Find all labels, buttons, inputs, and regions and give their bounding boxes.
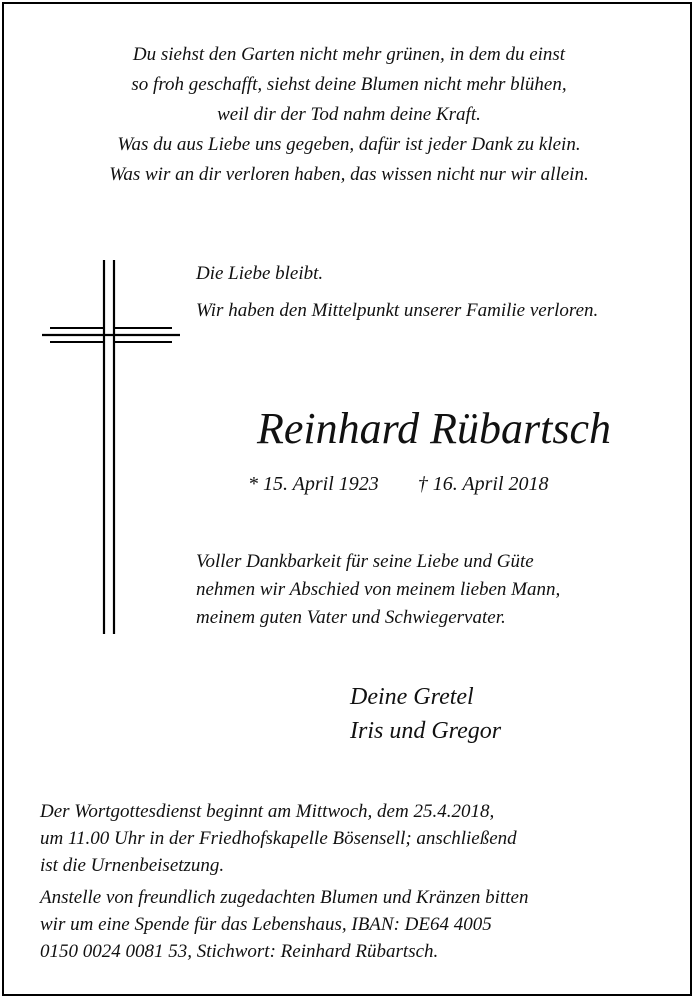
life-dates <box>248 470 549 498</box>
poem-line: weil dir der Tod nahm deine Kraft. <box>217 104 481 125</box>
service-line: ist die Urnenbeisetzung. <box>40 855 225 876</box>
service-line: um 11.00 Uhr in der Friedhofskapelle Bösensell; anschließend <box>40 828 517 849</box>
signatory-line: Deine Gretel <box>350 684 474 710</box>
service-info <box>40 798 664 879</box>
obituary-notice <box>2 2 692 996</box>
signatories <box>350 680 501 748</box>
service-line: Der Wortgottesdienst beginnt am Mittwoch, dem 25.4.2018, <box>40 801 495 822</box>
donation-info <box>40 884 664 965</box>
farewell-text <box>196 548 666 632</box>
poem-line: Was du aus Liebe uns gegeben, dafür ist jeder Dank zu klein. <box>117 134 581 155</box>
intro-line: Die Liebe bleibt. <box>196 263 324 284</box>
farewell-line: meinem guten Vater und Schwiegervater. <box>196 607 506 628</box>
donation-line: Anstelle von freundlich zugedachten Blumen und Kränzen bitten <box>40 887 529 908</box>
cross-icon <box>40 260 182 634</box>
donation-line: 0150 0024 0081 53, Stichwort: Reinhard Rübartsch. <box>40 941 439 962</box>
poem-line: Du siehst den Garten nicht mehr grünen, in dem du einst <box>132 44 566 65</box>
poem-line: Was wir an dir verloren haben, das wissen nicht nur wir allein. <box>109 164 589 185</box>
farewell-line: Voller Dankbarkeit für seine Liebe und Güte <box>196 551 534 572</box>
intro-text <box>196 260 666 324</box>
donation-line: wir um eine Spende für das Lebenshaus, IBAN: DE64 4005 <box>40 914 492 935</box>
memorial-poem <box>4 40 694 190</box>
deceased-name: Reinhard Rübartsch <box>257 404 611 453</box>
signatory-line: Iris und Gregor <box>350 718 502 744</box>
intro-line: Wir haben den Mittelpunkt unserer Familie verloren. <box>196 300 599 321</box>
death-date: † 16. April 2018 <box>417 473 549 495</box>
poem-line: so froh geschafft, siehst deine Blumen nicht mehr blühen, <box>131 74 567 95</box>
farewell-line: nehmen wir Abschied von meinem lieben Mann, <box>196 579 561 600</box>
birth-date: * 15. April 1923 <box>248 473 379 495</box>
